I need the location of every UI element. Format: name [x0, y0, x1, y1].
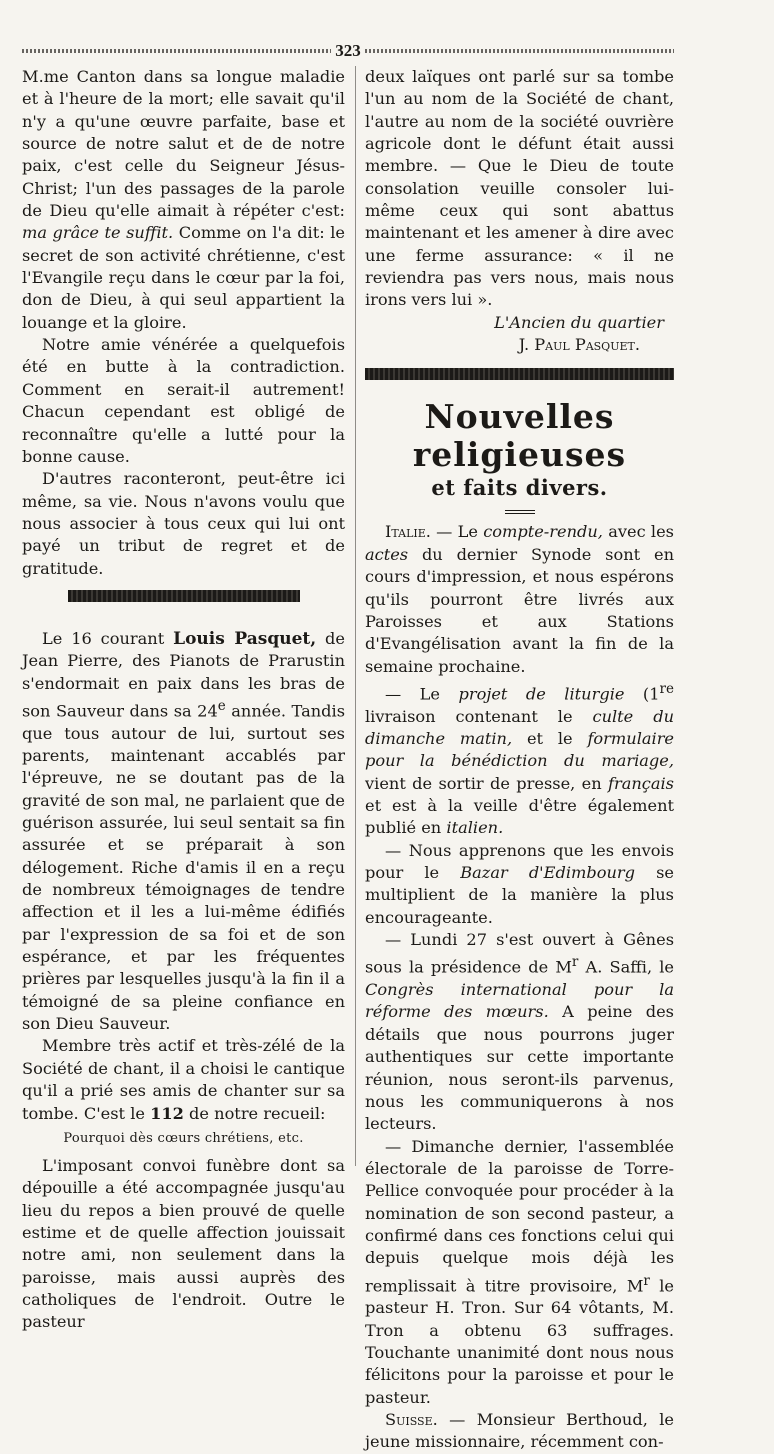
- news-torre-pellice: — Dimanche dernier, l'assemblée électorale de la paroisse de Torre-Pellice convoquée pour procéder à la nomination de son second pasteur, a confirmé dans ces fonctions celui qui depuis quelque mois déjà les remplissait à titre provisoire, $M^r$ le pasteur H. Tron. Sur 64 vôtants, M. Tron a obtenu 63 suffrages. Touchante unanimité dont nous nous félicitons pour la paroisse et pour le pasteur.: [365, 1136, 674, 1407]
- obituary-canton-paragraph-3: D'autres raconteront, peut-être ici même, sa vie. Nous n'avons voulu que nous associer à tous ceux qui lui ont payé un tribut de regret et de gratitude.: [22, 469, 345, 578]
- column-divider: [355, 66, 356, 1166]
- country-label-suisse: Suisse.: [385, 1410, 438, 1430]
- page-number: 323: [335, 41, 361, 60]
- header-wave-right: [365, 49, 674, 53]
- country-label-italie: Italie.: [385, 522, 431, 542]
- quote-grace: ma grâce te suffit.: [22, 223, 174, 243]
- obituary-pasquet-paragraph: Le 16 courant Louis Pasquet, de Jean Pierre, des Pianots de Prarustin s'endormait en paix dans les bras de son Sauveur dans sa 24e année. Tandis que tous autour de lui, surtout ses parents, maintenant accablés par l'épreuve, ne se doutant pas de la gravité de son mal, ne parlaient que de guérison assurée, lui seul sentait sa fin assurée et se préparait à son délogement. Riche d'amis il en a reçu de nombreux témoignages de tendre affection et il les a lui-même édifiés par l'expression de sa foi et de son espérance, et par les fréquentes prières par lesquelles jusqu'à la fin il a témoigné de sa pleine confiance en son Dieu Sauveur.: [22, 628, 345, 1034]
- signature-place: L'Ancien du quartier: [494, 312, 664, 332]
- page-header: [22, 41, 674, 60]
- left-column: [22, 66, 345, 1334]
- news-suisse: Suisse. — Monsieur Berthoud, le jeune missionnaire, récemment con-: [365, 1410, 674, 1452]
- signature-name: J. Paul Pasquet.: [518, 335, 640, 355]
- news-italie: Italie. — Le compte-rendu, avec les actes du dernier Synode sont en cours d'impression, et nous espérons qu'ils pourront être livrés aux Paroisses et aux Stations d'Evangélisation avant la fin de la semaine prochaine.: [365, 522, 674, 676]
- deceased-name: Louis Pasquet,: [173, 628, 317, 649]
- section-subtitle: et faits divers.: [431, 475, 608, 501]
- hymn-number: 112: [150, 1103, 184, 1123]
- right-column: [365, 66, 674, 1454]
- obituary-pasquet-paragraph-3: L'imposant convoi funèbre dont sa dépouille a été accompagnée jusqu'au lieu du repos a bien prouvé de quelle estime et de quelle affection jouissait notre ami, non seulement dans la paroisse, mais aussi auprès des catholiques de l'endroit. Outre le pasteur: [22, 1155, 345, 1332]
- section-title: Nouvelles religieuses: [412, 397, 627, 475]
- news-liturgie: — Le projet de liturgie (1re livraison contenant le culte du dimanche matin, et le formulaire pour la bénédiction du mariage, vient de sortir de presse, en français et est à la veille d'être également publié en italien.: [365, 680, 675, 838]
- obituary-canton-paragraph-2: Notre amie vénérée a quelquefois été en butte à la contradiction. Comment en serait-il autrement! Chacun cependant est obligé de reconnaître qu'elle a lutté pour la bonne cause.: [22, 335, 345, 466]
- header-wave-left: [22, 49, 331, 53]
- news-bazar: — Nous apprenons que les envois pour le Bazar d'Edimbourg se multiplient de la manière la plus encourageante.: [365, 840, 674, 927]
- title-small-rule: [505, 510, 535, 511]
- obituary-canton-paragraph: M.me Canton dans sa longue maladie et à l'heure de la mort; elle savait qu'il n'y a qu'une œuvre parfaite, base et source de notre salut et de de notre paix, c'est celle du Seigneur Jésus-Christ; l'un des passages de la parole de Dieu qu'elle aimait à répéter c'est: ma grâce te suffit. Comme on l'a dit: le secret de son activité chrétienne, c'est l'Evangile reçu dans le cœur par la foi, don de Dieu, à qui seul appartient la louange et la gloire.: [22, 67, 346, 332]
- section-separator-right: [365, 368, 674, 380]
- obituary-pasquet-paragraph-2: Membre très actif et très-zélé de la Société de chant, il a choisi le cantique qu'il a prié ses amis de chanter sur sa tombe. C'est le 112 de notre recueil:: [22, 1036, 345, 1123]
- hymn-quote: Pourquoi dès cœurs chrétiens, etc.: [63, 1130, 304, 1146]
- news-genes: — Lundi 27 s'est ouvert à Gênes sous la présidence de $M^r$ A. Saffi, le Congrès international pour la réforme des mœurs. A peine des détails que nous pourrons juger authentiques sur cette importante réunion, nous seront-ils parvenus, nous les communiquerons à nos lecteurs.: [365, 930, 675, 1134]
- section-separator-left: [68, 590, 300, 602]
- obituary-continuation: deux laïques ont parlé sur sa tombe l'un au nom de la Société de chant, l'autre au nom de la société ouvrière agricole dont le défunt était aussi membre. — Que le Dieu de toute consolation veuille consoler lui-même ceux qui sont abattus maintenant et les amener à dire avec une ferme assurance: « il ne reviendra pas vers nous, mais nous irons vers lui ».: [365, 67, 674, 310]
